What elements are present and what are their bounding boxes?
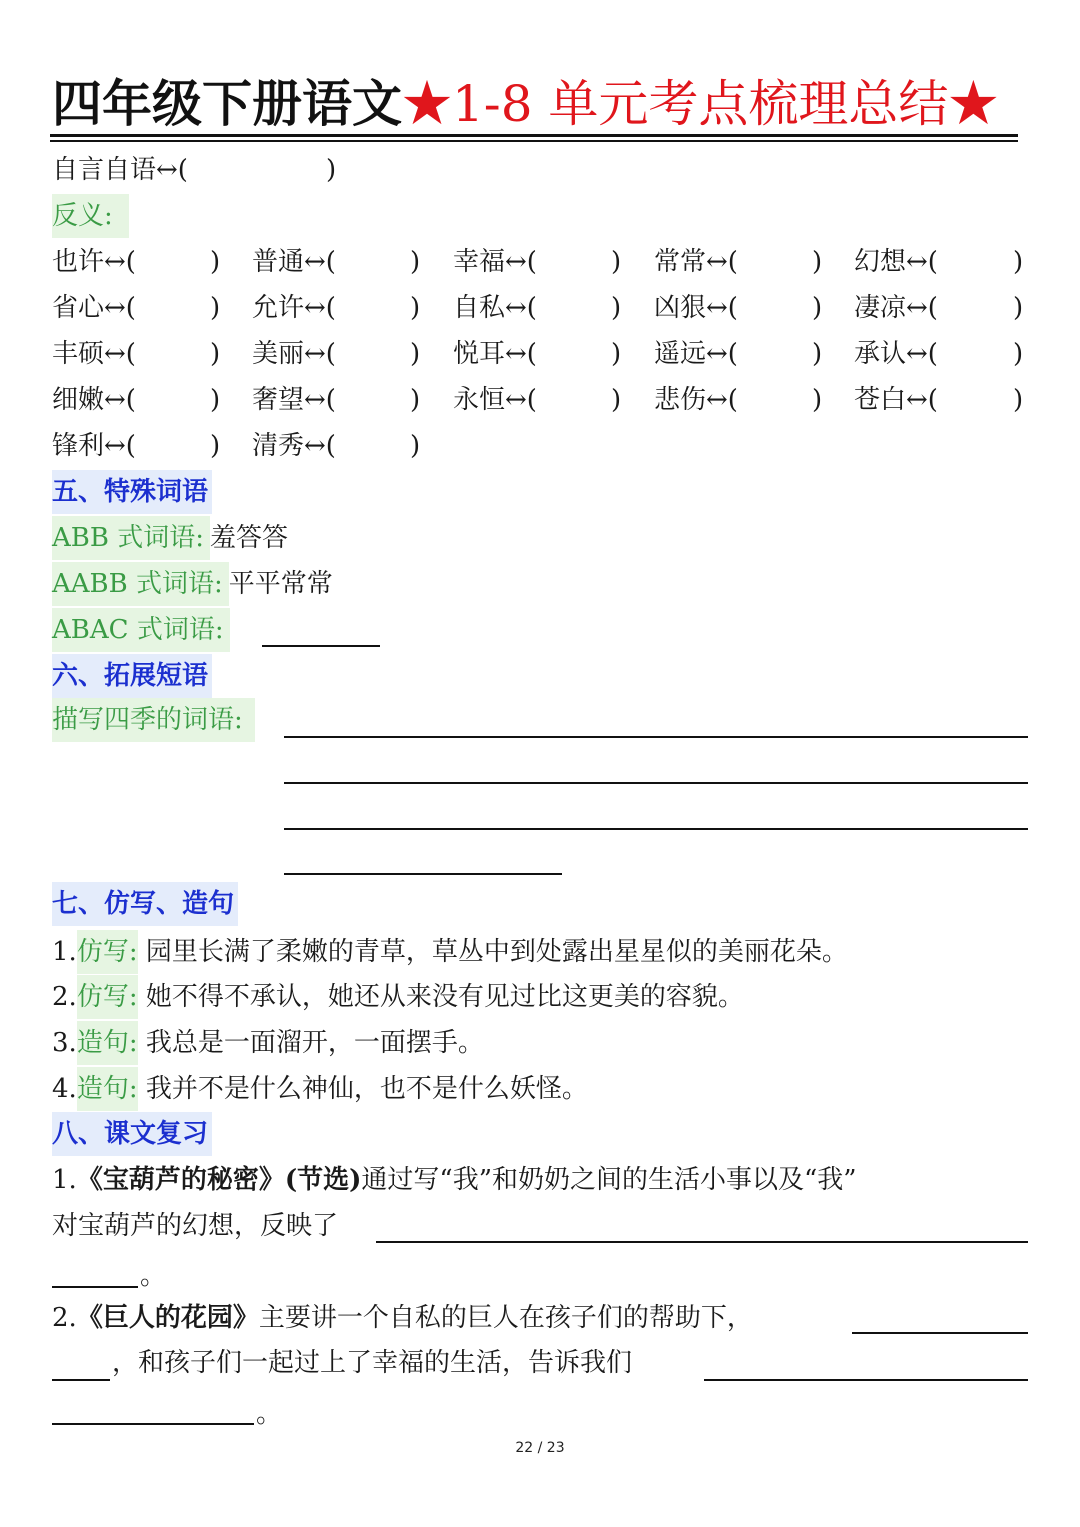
antonym-item: 常常↔( [654,247,738,277]
review-num: 2. [52,1303,77,1333]
seasons-label: 描写四季的词语: [52,698,255,742]
close-paren: ) [611,247,622,277]
exercise-tag: 仿写: [77,975,138,1019]
antonym-item: 永恒↔( [453,385,537,415]
antonym-item: 悦耳↔( [453,339,537,369]
antonym-item: 清秀↔( [252,431,336,461]
close-paren: ) [611,339,622,369]
review-item-2 [52,1298,753,1338]
close-paren: ) [1013,339,1024,369]
review2-blank-4[interactable] [52,1423,254,1425]
period: 。 [140,1261,167,1291]
seasons-blank-2[interactable] [284,782,1028,784]
antonym-item: 细嫩↔( [52,385,136,415]
close-paren: ) [210,385,221,415]
antonym-item: 美丽↔( [252,339,336,369]
section7-heading: 七、仿写、造句 [52,882,238,926]
section6-heading: 六、拓展短语 [52,654,212,698]
seasons-row [52,698,255,738]
exercise-tag: 造句: [77,1021,138,1065]
section8-heading: 八、课文复习 [52,1112,212,1156]
exercise-tag: 仿写: [77,930,138,974]
review2-blank-1[interactable] [852,1332,1028,1334]
section7-heading-row [52,882,238,922]
review-title: 《宝葫芦的秘密》(节选) [76,1165,362,1195]
review2-blank-3[interactable] [704,1379,1028,1381]
close-paren: ) [410,339,421,369]
aabb-value: 平平常常 [228,569,333,599]
antonym-item: 遥远↔( [654,339,738,369]
review-text: 主要讲一个自私的巨人在孩子们的帮助下， [258,1303,753,1333]
star-icon: ★ [402,75,452,133]
review1-blank-1[interactable] [376,1241,1028,1243]
close-paren: ) [611,293,622,323]
page-number: 22 / 23 [515,1440,565,1456]
exercise-text: 我总是一面溜开，一面摆手。 [145,1028,484,1058]
close-paren: ) [326,155,337,185]
exercise-text: 她不得不承认，她还从来没有见过比这更美的容貌。 [145,982,744,1012]
abb-row [52,516,288,556]
close-paren: ) [210,293,221,323]
review-num: 1. [52,1165,77,1195]
abb-label: ABB 式词语: [52,516,210,560]
antonym-item: 也许↔( [52,247,136,277]
seasons-blank-1[interactable] [284,736,1028,738]
exercise-item [52,930,848,970]
period: 。 [256,1399,283,1429]
close-paren: ) [210,339,221,369]
review2-blank-2[interactable] [52,1379,110,1381]
section6-heading-row [52,654,212,694]
title-rule-thick [50,134,1018,137]
antonym-word: 自言自语↔( [52,155,188,185]
review-title: 《巨人的花园》 [76,1303,259,1333]
antonym-item: 允许↔( [252,293,336,323]
page-title [52,72,998,136]
star-icon: ★ [948,75,999,133]
close-paren: ) [1013,385,1024,415]
close-paren: ) [812,385,823,415]
close-paren: ) [1013,247,1024,277]
close-paren: ) [410,385,421,415]
antonym-item: 普通↔( [252,247,336,277]
antonym-item: 奢望↔( [252,385,336,415]
close-paren: ) [410,293,421,323]
section8-heading-row [52,1112,212,1152]
antonym-item [52,150,188,190]
abb-value: 羞答答 [210,523,289,553]
exercise-num: 2. [52,982,77,1012]
aabb-row [52,562,333,602]
section5-heading-row [52,470,212,510]
seasons-blank-3[interactable] [284,828,1028,830]
close-paren: ) [1013,293,1024,323]
title-rule-thin [50,140,1018,142]
exercise-item [52,975,744,1015]
review-item-1-line2 [52,1206,338,1246]
exercise-item [52,1021,484,1061]
close-paren: ) [812,339,823,369]
close-paren: ) [812,247,823,277]
review-item-2-line2 [112,1343,632,1383]
antonym-item: 省心↔( [52,293,136,323]
antonym-heading: 反义: [52,194,129,238]
aabb-label: AABB 式词语: [52,562,229,606]
exercise-num: 1. [52,937,77,967]
antonym-item: 凄凉↔( [854,293,938,323]
close-paren: ) [812,293,823,323]
abac-row [52,608,230,648]
exercise-text: 我并不是什么神仙，也不是什么妖怪。 [145,1074,588,1104]
close-paren: ) [611,385,622,415]
section5-heading: 五、特殊词语 [52,470,212,514]
close-paren: ) [210,247,221,277]
antonym-item: 苍白↔( [854,385,938,415]
antonym-item: 锋利↔( [52,431,136,461]
review-text: 对宝葫芦的幻想，反映了 [52,1211,339,1241]
title-highlight: 1-8 单元考点梳理总结 [452,75,949,133]
antonym-item: 悲伤↔( [654,385,738,415]
abac-blank[interactable] [262,645,380,647]
antonym-item: 丰硕↔( [52,339,136,369]
close-paren: ) [210,431,221,461]
close-paren: ) [410,431,421,461]
antonym-item: 凶狠↔( [654,293,738,323]
review-text: 通过写“我”和奶奶之间的生活小事以及“我” [361,1165,857,1195]
close-paren: ) [410,247,421,277]
exercise-num: 4. [52,1074,77,1104]
seasons-blank-4[interactable] [284,873,562,875]
review1-blank-2[interactable] [52,1286,138,1288]
antonym-item: 幻想↔( [854,247,938,277]
exercise-tag: 造句: [77,1067,138,1111]
review-text: ，和孩子们一起过上了幸福的生活，告诉我们 [112,1348,633,1378]
exercise-text: 园里长满了柔嫩的青草，草丛中到处露出星星似的美丽花朵。 [145,937,848,967]
abac-label: ABAC 式词语: [52,608,230,652]
review-item-1 [52,1160,857,1200]
antonym-item: 自私↔( [453,293,537,323]
antonym-item: 承认↔( [854,339,938,369]
title-main: 四年级下册语文 [52,74,402,133]
antonym-heading-row [52,194,129,234]
exercise-item [52,1067,588,1107]
antonym-item: 幸福↔( [453,247,537,277]
exercise-num: 3. [52,1028,77,1058]
